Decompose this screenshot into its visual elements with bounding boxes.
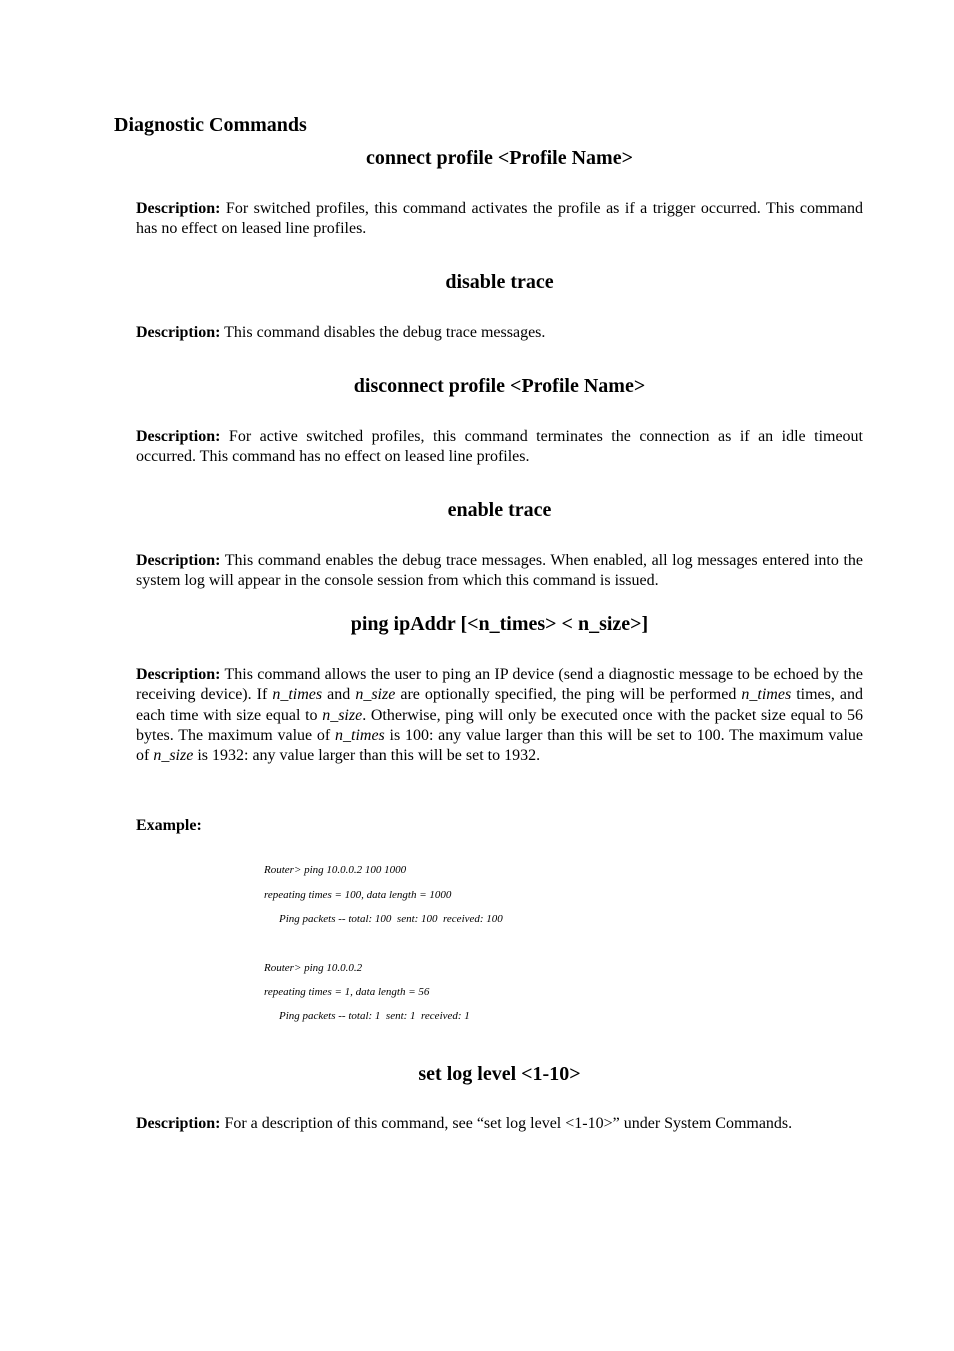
param-n-times: n_times: [335, 726, 385, 744]
command-heading-set-log-level: set log level <1-10>: [418, 1063, 581, 1085]
description-text: . Otherwise, ping will only be executed once with the packet size equal to 56 bytes. The maximum value of: [136, 706, 863, 744]
example-line: repeating times = 1, data length = 56: [264, 986, 430, 998]
section-title: Diagnostic Commands: [114, 114, 307, 136]
command-heading-enable-trace: enable trace: [447, 499, 552, 521]
description-text: is 1932: any value larger than this will be set to 1932.: [193, 747, 541, 765]
param-n-size: n_size: [322, 706, 363, 724]
param-n-times: n_times: [272, 686, 323, 704]
param-n-size: n_size: [153, 747, 194, 765]
command-heading-connect-profile: connect profile <Profile Name>: [366, 147, 633, 169]
description-label: Description:: [136, 324, 221, 341]
description-text: For a description of this command, see “set log level <1-10>” under System Commands.: [224, 1115, 793, 1132]
description-text: This command allows the user to ping an IP device (send a diagnostic message to be echoed by the receiving device). If: [136, 666, 864, 704]
description-text: For active switched profiles, this command terminates the connection as if an idle timeout occurred. This command has no effect on leased line profiles.: [136, 428, 864, 466]
command-heading-disable-trace: disable trace: [445, 271, 554, 293]
example-line: repeating times = 100, data length = 1000: [264, 889, 452, 901]
example-line: Router> ping 10.0.0.2 100 1000: [264, 864, 407, 876]
example-line: Ping packets -- total: 1 sent: 1 received: 1: [279, 1010, 470, 1022]
description-text: is 100: any value larger than this will be set to 100. The maximum value of: [136, 726, 864, 765]
param-n-times: n_times: [741, 686, 792, 704]
command-heading-ping: ping ipAddr [<n_times> < n_size>]: [350, 613, 649, 635]
command-description-connect-profile: [136, 199, 863, 240]
command-description-ping: [136, 665, 863, 766]
example-line: Router> ping 10.0.0.2: [264, 962, 363, 974]
description-text: This command enables the debug trace messages. When enabled, all log messages entered into the system log will appear in the console session from which this command is issued.: [136, 552, 864, 590]
description-text: This command disables the debug trace messages.: [224, 324, 546, 341]
description-text: times, and each time with size equal to: [136, 686, 864, 724]
command-description-disable-trace: [136, 323, 863, 343]
description-label: Description:: [136, 666, 221, 683]
description-label: Description:: [136, 200, 221, 217]
description-text: are optionally specified, the ping will be performed: [395, 686, 742, 704]
description-label: Description:: [136, 428, 221, 445]
description-label: Description:: [136, 552, 221, 569]
description-text: and: [322, 686, 356, 704]
command-heading-disconnect-profile: disconnect profile <Profile Name>: [353, 375, 646, 397]
description-label: Description:: [136, 1115, 221, 1132]
command-description-set-log-level: [136, 1114, 863, 1134]
command-description-enable-trace: [136, 551, 863, 592]
param-n-size: n_size: [355, 686, 396, 704]
example-label: Example:: [136, 817, 202, 834]
command-description-disconnect-profile: [136, 427, 863, 468]
example-line: Ping packets -- total: 100 sent: 100 received: 100: [279, 913, 503, 925]
description-text: For switched profiles, this command activates the profile as if a trigger occurred. This command has no effect on leased line profiles.: [136, 200, 864, 238]
